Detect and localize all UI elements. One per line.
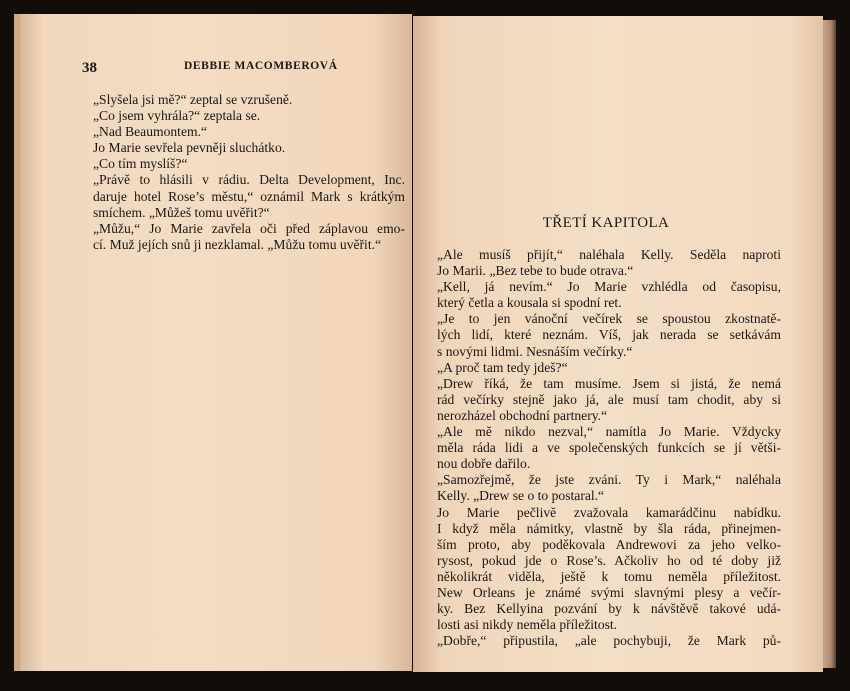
text-line: losti asi nikdy neměla příležitost.	[437, 617, 618, 633]
text-line: ky. Bez Kellyina pozvání by k návštěvě takové udá-	[437, 601, 781, 617]
text-line: rád večírky stejně jako já, ale musí tam chodit, aby si	[437, 391, 781, 407]
text-line: „Můžu,“ Jo Marie zavřela oči před záplavou emo-	[93, 220, 405, 236]
text-line: „Právě to hlásili v rádiu. Delta Development, Inc.	[93, 172, 405, 188]
text-line: „Slyšela jsi mě?“ zeptal se vzrušeně.	[93, 92, 293, 107]
text-line: Jo Marii. „Bez tebe to bude otrava.“	[437, 263, 634, 279]
text-line: „Dobře,“ připustila, „ale pochybuji, že Mark pů-	[437, 633, 781, 649]
text-line: „Drew říká, že tam musíme. Jsem si jistá, že nemá	[437, 375, 781, 391]
text-line: „Je to jen vánoční večírek se spoustou zkostnatě-	[437, 311, 781, 327]
text-line: „Co jsem vyhrála?“ zeptala se.	[93, 108, 261, 124]
text-line: nou dobře dařilo.	[437, 456, 531, 472]
chapter-title: TŘETÍ KAPITOLA	[542, 215, 670, 231]
text-line: „A proč tam tedy jdeš?“	[437, 359, 568, 375]
left-page-body	[93, 92, 405, 253]
text-line: „Ale musíš přijít,“ naléhala Kelly. Seděla naproti	[437, 247, 781, 262]
page-number: 38	[82, 60, 97, 76]
left-page	[14, 14, 412, 671]
text-line: rysost, pokud jde o Rose’s. Ačkoliv ho od té doby již	[437, 552, 781, 568]
text-line: s novými lidmi. Nesnáším večírky.“	[437, 343, 633, 359]
text-line: Jo Marie pečlivě zvažovala kamarádčinu nabídku.	[437, 504, 781, 520]
text-line: který četla a kousala si spodní ret.	[437, 295, 622, 311]
text-line: „Nad Beaumontem.“	[93, 124, 207, 140]
text-line: cí. Muž jejích snů ji nezklamal. „Můžu tomu uvěřit.“	[93, 236, 382, 252]
text-line: několikrát viděla, ještě k tomu neměla příležitost.	[437, 568, 781, 584]
text-line: „Co tím myslíš?“	[93, 156, 188, 172]
text-line: lých lidí, které neznám. Víš, jak nerada se setkávám	[437, 327, 781, 343]
text-line: ším proto, aby poděkovala Andrewovi za jeho velko-	[437, 536, 781, 552]
text-line: „Kell, já nevím.“ Jo Marie vzhlédla od časopisu,	[437, 279, 781, 295]
text-line: nerozházel obchodní partnery.“	[437, 407, 608, 423]
text-line: daruje hotel Rose’s městu,“ oznámil Mark s krátkým	[93, 188, 405, 204]
text-line: smíchem. „Můžeš tomu uvěřit?“	[93, 204, 270, 220]
page-edges	[823, 20, 836, 668]
text-line: měla ráda lidi a ve společenských funkcích se jí větši-	[437, 440, 781, 456]
right-page	[413, 16, 823, 672]
text-line: „Ale mě nikdo nezval,“ namítla Jo Marie. Vždycky	[437, 424, 781, 440]
running-head: DEBBIE MACOMBEROVÁ	[184, 60, 338, 72]
text-line: Jo Marie sevřela pevněji sluchátko.	[93, 140, 286, 156]
text-line: Kelly. „Drew se o to postaral.“	[437, 488, 605, 504]
text-line: New Orleans je známé svými slavnými plesy a večír-	[437, 584, 781, 600]
right-page-body	[437, 247, 781, 649]
text-line: „Samozřejmě, že jste zváni. Ty i Mark,“ naléhala	[437, 472, 781, 488]
text-line: I když měla námitky, vlastně by šla ráda, přinejmen-	[437, 520, 781, 536]
